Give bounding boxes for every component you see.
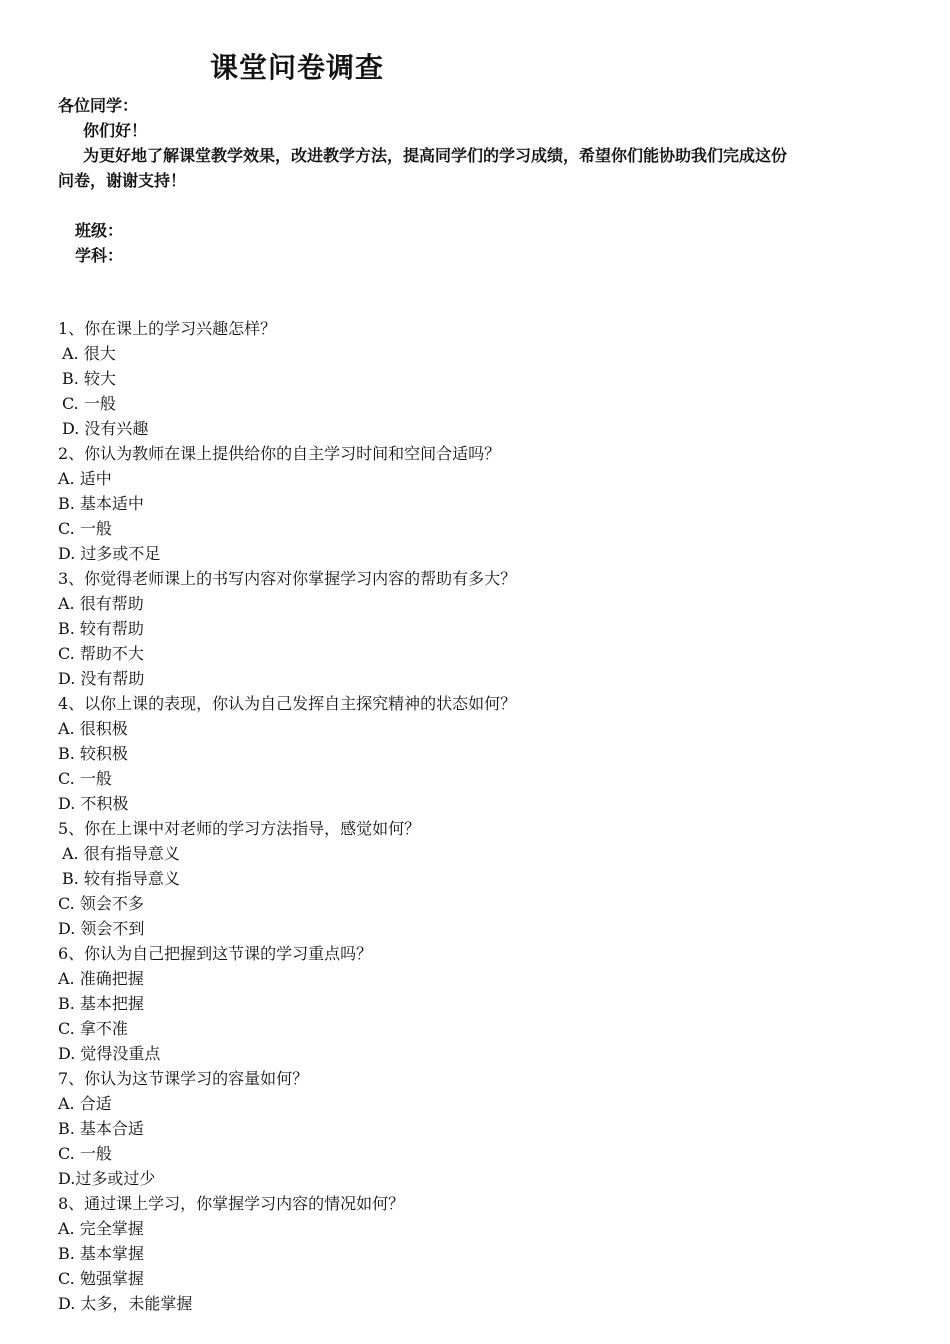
option-a: A. 很有帮助 xyxy=(58,594,144,613)
question-7 xyxy=(58,1066,878,1191)
option-a: A. 完全掌握 xyxy=(58,1219,144,1238)
option-b: B. 基本适中 xyxy=(58,494,144,513)
option-d: D. 没有兴趣 xyxy=(62,419,149,438)
option-a: A. 很大 xyxy=(62,344,116,363)
option-b: B. 基本掌握 xyxy=(58,1244,144,1263)
option-b: B. 较有指导意义 xyxy=(62,869,180,888)
option-b: B. 较积极 xyxy=(58,744,128,763)
class-label: 班级： xyxy=(75,221,124,240)
option-d: D. 领会不到 xyxy=(58,919,145,938)
option-a: A. 适中 xyxy=(58,469,112,488)
option-c: C. 一般 xyxy=(62,394,116,413)
option-c: C. 领会不多 xyxy=(58,894,144,913)
option-c: C. 一般 xyxy=(58,519,112,538)
option-b: B. 较大 xyxy=(62,369,116,388)
option-b: B. 较有帮助 xyxy=(58,619,144,638)
option-a: A. 很积极 xyxy=(58,719,128,738)
option-a: A. 合适 xyxy=(58,1094,112,1113)
question-text: 1、你在课上的学习兴趣怎样？ xyxy=(58,319,277,338)
intro-line-2: 问卷，谢谢支持！ xyxy=(58,171,187,190)
question-2 xyxy=(58,441,878,566)
intro-section xyxy=(58,93,818,268)
option-d: D. 太多，未能掌握 xyxy=(58,1294,193,1313)
greeting: 各位同学： xyxy=(58,96,139,115)
subject-label: 学科： xyxy=(75,246,124,265)
question-list xyxy=(58,316,878,1316)
option-a: A. 很有指导意义 xyxy=(62,844,180,863)
intro-spacer xyxy=(58,193,818,218)
intro-line-1: 为更好地了解课堂教学效果，改进教学方法，提高同学们的学习成绩，希望你们能协助我们完成这份 xyxy=(83,146,788,165)
question-5 xyxy=(58,816,878,941)
option-c: C. 勉强掌握 xyxy=(58,1269,144,1288)
option-d: D. 不积极 xyxy=(58,794,129,813)
option-d: D.过多或过少 xyxy=(58,1169,156,1188)
question-text: 7、你认为这节课学习的容量如何？ xyxy=(58,1069,309,1088)
option-d: D. 过多或不足 xyxy=(58,544,161,563)
option-d: D. 觉得没重点 xyxy=(58,1044,161,1063)
option-b: B. 基本把握 xyxy=(58,994,144,1013)
document-title: 课堂问卷调查 xyxy=(210,51,385,84)
question-text: 8、通过课上学习，你掌握学习内容的情况如何？ xyxy=(58,1194,405,1213)
hello-line: 你们好！ xyxy=(83,121,148,140)
option-c: C. 拿不准 xyxy=(58,1019,128,1038)
option-c: C. 一般 xyxy=(58,1144,112,1163)
question-text: 3、你觉得老师课上的书写内容对你掌握学习内容的帮助有多大？ xyxy=(58,569,517,588)
question-8 xyxy=(58,1191,878,1316)
question-3 xyxy=(58,566,878,691)
question-4 xyxy=(58,691,878,816)
option-c: C. 一般 xyxy=(58,769,112,788)
question-1 xyxy=(58,316,878,441)
question-text: 6、你认为自己把握到这节课的学习重点吗？ xyxy=(58,944,373,963)
question-text: 5、你在上课中对老师的学习方法指导，感觉如何？ xyxy=(58,819,421,838)
option-a: A. 准确把握 xyxy=(58,969,144,988)
question-text: 4、以你上课的表现，你认为自己发挥自主探究精神的状态如何？ xyxy=(58,694,517,713)
option-b: B. 基本合适 xyxy=(58,1119,144,1138)
option-d: D. 没有帮助 xyxy=(58,669,145,688)
question-text: 2、你认为教师在课上提供给你的自主学习时间和空间合适吗？ xyxy=(58,444,501,463)
option-c: C. 帮助不大 xyxy=(58,644,144,663)
question-6 xyxy=(58,941,878,1066)
